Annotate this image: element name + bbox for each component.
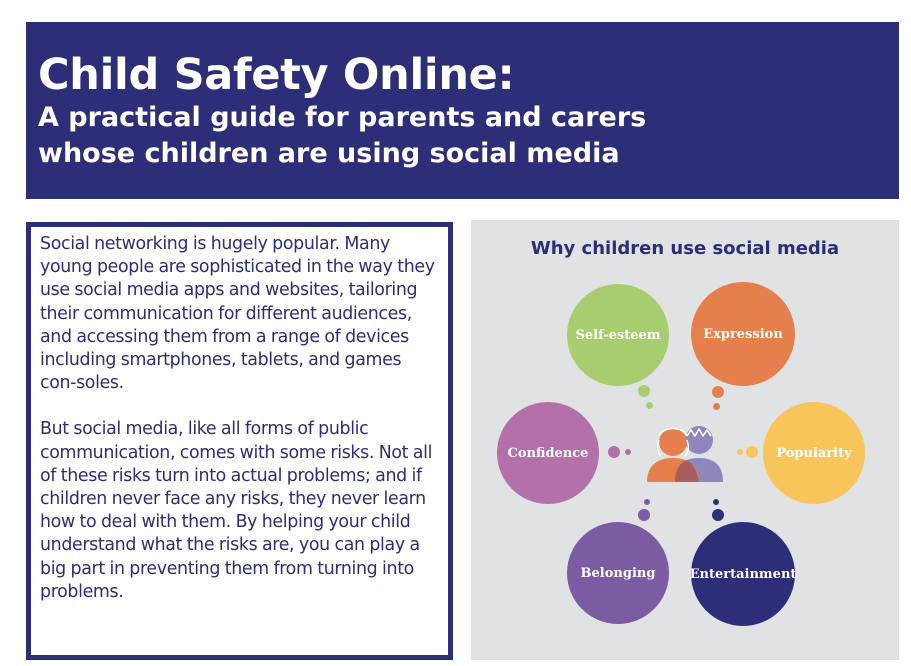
dot-belonging-small	[644, 499, 650, 505]
dot-entertainment-large	[712, 509, 724, 521]
intro-paragraph-1: Social networking is hugely popular. Many young people are sophisticated in the way they use social media apps and websites, tailoring their communication for different audiences, and accessing them from a range of devices including smartphones, tablets, and games con-soles.	[40, 234, 435, 394]
bubble-entertainment	[691, 522, 795, 626]
header-banner	[26, 22, 899, 199]
dot-self-esteem-small	[646, 402, 653, 409]
bubble-expression	[691, 282, 795, 386]
infographic-panel	[471, 220, 899, 660]
dot-confidence-large	[608, 446, 620, 458]
dot-expression-large	[712, 386, 724, 398]
dot-popularity-large	[746, 446, 758, 458]
infographic-title: Why children use social media	[530, 238, 840, 259]
bubble-belonging-label: Belonging	[580, 565, 656, 581]
bubble-confidence	[497, 402, 599, 504]
dot-entertainment-small	[713, 499, 719, 505]
children-icon	[629, 418, 739, 488]
bubble-self-esteem-label: Self-esteem	[575, 327, 661, 343]
dot-self-esteem-large	[638, 385, 650, 397]
intro-paragraph-2: But social media, like all forms of public communication, comes with some risks. Not all of these risks turn into actual problems; and if children never face any risks, they never learn how to deal with them. By helping your child understand what the risks are, you can play a big part in preventing them from turning into problems.	[40, 419, 433, 602]
bubble-belonging	[567, 522, 669, 624]
page-subtitle-line-1: A practical guide for parents and carers	[38, 102, 647, 133]
dot-expression-small	[713, 403, 720, 410]
bubble-expression-label: Expression	[703, 326, 783, 342]
bubble-entertainment-label: Entertainment	[689, 566, 797, 582]
page-subtitle-line-2: whose children are using social media	[38, 138, 620, 169]
bubble-confidence-label: Confidence	[507, 445, 589, 461]
page-title: Child Safety Online:	[38, 50, 515, 100]
bubble-popularity-label: Popularity	[776, 445, 852, 461]
dot-belonging-large	[638, 509, 650, 521]
intro-text-box	[26, 222, 453, 660]
bubble-self-esteem	[567, 284, 669, 386]
bubble-popularity	[763, 402, 865, 504]
